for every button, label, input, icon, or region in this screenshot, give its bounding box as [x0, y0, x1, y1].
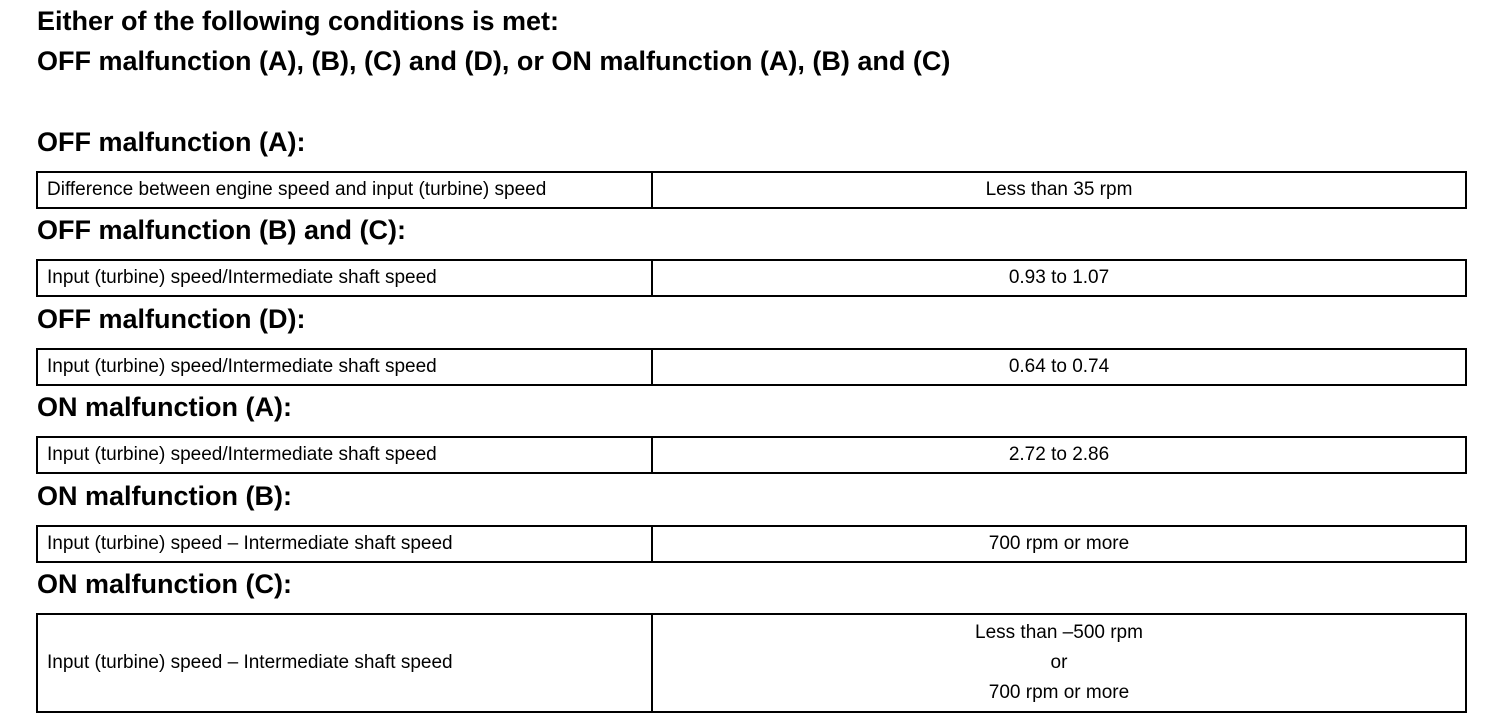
condition-table-on-c [36, 613, 1467, 713]
condition-value-line: or [1050, 652, 1068, 673]
condition-value: 0.64 to 0.74 [652, 349, 1466, 385]
table-row [37, 437, 1466, 473]
condition-table-off-bc [36, 259, 1467, 297]
section-title-on-b: ON malfunction (B): [37, 481, 292, 511]
condition-label: Input (turbine) speed/Intermediate shaft speed [37, 349, 652, 385]
condition-label: Input (turbine) speed/Intermediate shaft speed [37, 437, 652, 473]
condition-table-on-b [36, 525, 1467, 563]
section-title-off-bc: OFF malfunction (B) and (C): [37, 215, 406, 245]
condition-value: 0.93 to 1.07 [652, 260, 1466, 296]
table-row [37, 349, 1466, 385]
section-title-off-a: OFF malfunction (A): [37, 127, 306, 157]
section-title-on-a: ON malfunction (A): [37, 392, 292, 422]
condition-value-line: Less than –500 rpm [975, 622, 1143, 643]
condition-value: 2.72 to 2.86 [652, 437, 1466, 473]
condition-table-off-a [36, 171, 1467, 209]
condition-table-on-a [36, 436, 1467, 474]
condition-label: Input (turbine) speed – Intermediate shaft speed [37, 614, 652, 712]
conditions-heading: Either of the following conditions is met: [37, 6, 559, 36]
condition-value: 700 rpm or more [652, 526, 1466, 562]
condition-table-off-d [36, 348, 1467, 386]
section-title-off-d: OFF malfunction (D): [37, 304, 306, 334]
condition-value [652, 614, 1466, 712]
condition-label: Input (turbine) speed/Intermediate shaft speed [37, 260, 652, 296]
table-row [37, 614, 1466, 712]
condition-value: Less than 35 rpm [652, 172, 1466, 208]
table-row [37, 260, 1466, 296]
condition-label: Difference between engine speed and input (turbine) speed [37, 172, 652, 208]
table-row [37, 172, 1466, 208]
condition-value-line: 700 rpm or more [988, 682, 1130, 703]
conditions-summary: OFF malfunction (A), (B), (C) and (D), or ON malfunction (A), (B) and (C) [37, 46, 951, 76]
condition-label: Input (turbine) speed – Intermediate shaft speed [37, 526, 652, 562]
table-row [37, 526, 1466, 562]
section-title-on-c: ON malfunction (C): [37, 569, 292, 599]
